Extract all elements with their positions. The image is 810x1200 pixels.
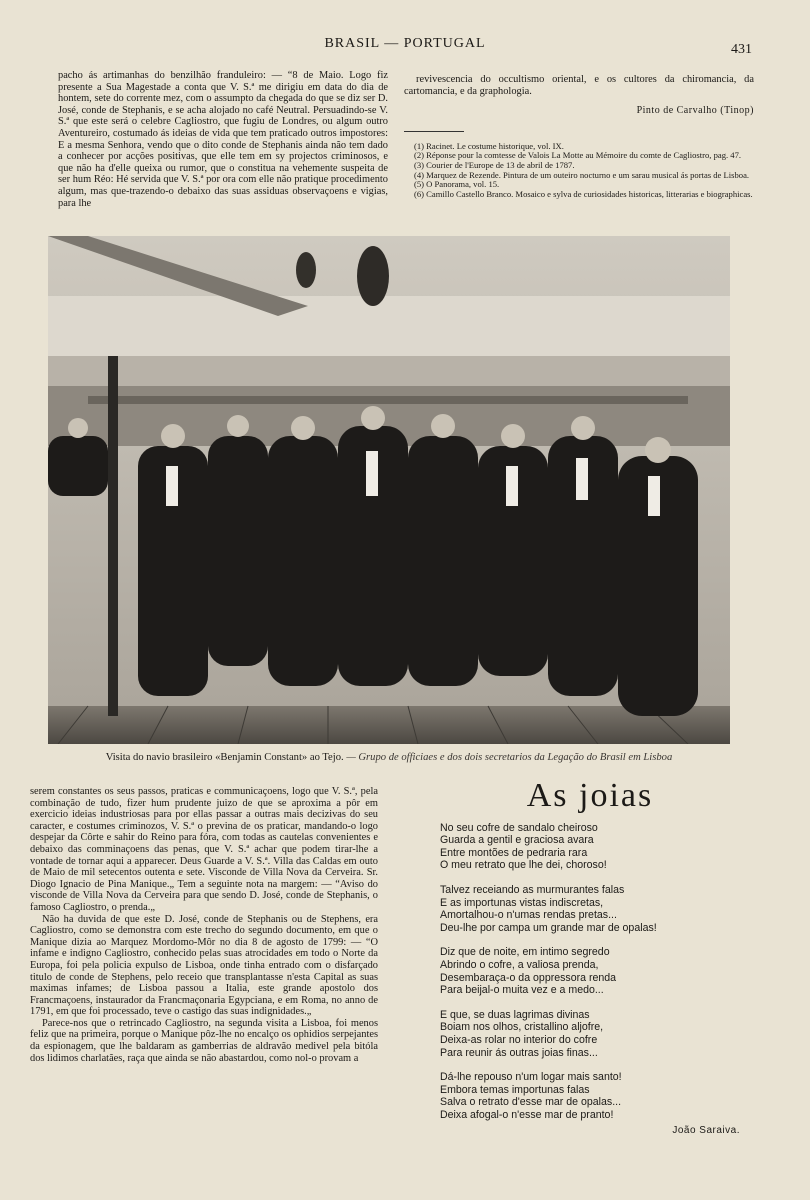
caption-title: Visita do navio brasileiro «Benjamin Constant» ao Tejo. [105, 752, 344, 763]
footnotes [404, 142, 754, 200]
article-paragraph: revivescencia do occultismo oriental, e os cultores da chiromancia, da cartomancia, e da graphologia. [404, 74, 754, 97]
footnote: (3) Courier de l'Europe de 13 de abril de 1787. [414, 159, 575, 170]
poem-stanza [440, 884, 740, 934]
poem-line: Desembaraça-o da oppressora renda [440, 971, 617, 984]
poem-stanza [440, 822, 740, 872]
article-paragraph: Parece-nos que o retrincado Cagliostro, na segunda visita a Lisboa, foi menos feliz que na primeira, porque o Manique pôz-lhe no encalço os ophidios serpejantes da espionagem, que lhe baldaram as gamberrias de aldravão medivel pela bitóla dos lidimos charlatães, raça que ainda se não abastardou, como nol-o provam a [30, 1017, 378, 1064]
poem-line: Diz que de noite, em intimo segredo [440, 946, 610, 959]
article-paragraph: pacho ás artimanhas do benzilhão franduleiro: — “8 de Maio. Logo fiz presente a Sua Magestade a conta que V. S.ª me dirigiu em data do dia de hontem, sete do corrente mez, com o assumpto da chegada do que se diz ser D. José, conde de Stephanis, e se acha alojado no café Neutral. Persuadindo-se V. S.ª que este será o celebre Cagliostro, que fugiu de Londres, ou algum outro Aventureiro, costumado ás ideias de vida que tem praticado outros impostores: E a mesma Senhora, vendo que o dito conde de Stephanis ainda não tem dado a conhecer por acções positivas, que elle tem em sy projectos criminosos, e que não ha d'elle queixa ou rumor, que o constitua na vehemente suspeita de ser hum Réo: Hé servida que V. S.ª por ora com elle não pratique procedimento algum, mas que-trazendo-o debaixo das suas assiduas observaçoens e vigias, para lhe [58, 70, 388, 209]
footnote: (1) Racinet. Le costume historique, vol. IX. [414, 140, 564, 151]
poem-line: Deixa afogal-o n'esse mar de pranto! [440, 1108, 614, 1121]
footnote: (6) Camillo Castello Branco. Mosaico e sylva de curiosidades historicas, litterarias e biographicas. [414, 188, 753, 199]
poem-line: Amortalhou-o n'umas rendas pretas... [440, 909, 617, 922]
article-paragraph: Não ha duvida de que este D. José, conde de Stephanis ou de Stephens, era Cagliostro, como se demonstra com este trecho do segundo documento, em que o Manique dizia ao Marquez Mordomo-Môr no dia 8 de agosto de 1799: — “O infame e indigno Cagliostro, conhecido pelas suas atrocidades em todo o Norte da Europa, foi pela policia expulso de Lisboa, onde tinha entrado com o disfarçado titulo de conde de Stephens, pelo receio que transplantasse n'esta Capital as suas maximas infames; de Lisboa passou a Italia, este grande apostolo dos Francmaçoens, instaurador da Francmaçonaria Egypciana, e em Roma, no anno de 1791, em que foi processado, teve o castigo das suas indignidades.„ [30, 913, 378, 1018]
poem-stanza [440, 946, 740, 996]
footnote: (5) O Panorama, vol. 15. [414, 179, 500, 190]
footnote: (2) Réponse pour la comtesse de Valois La Motte au Mémoire du comte de Cagliostro, pag. 47. [414, 150, 742, 161]
poem-line: Talvez receiando as murmurantes falas [440, 883, 625, 896]
article-column-top-right [404, 74, 754, 199]
poem-title: As joias [526, 777, 654, 814]
article-signature: Pinto de Carvalho (Tinop) [636, 105, 754, 117]
footnote: (4) Marquez de Rezende. Pintura de um outeiro nocturno e um sarau musical ás portas de Lisboa. [414, 169, 750, 180]
poem-line: Embora temas importunas falas [440, 1083, 590, 1096]
poem-line: Salva o retrato d'esse mar de opalas... [440, 1096, 622, 1109]
poem-line: Para reunir ás outras joias finas... [440, 1046, 598, 1059]
photo-caption [48, 752, 730, 763]
group-photograph [48, 236, 730, 744]
footnote-divider [404, 131, 464, 132]
article-column-bottom-left [30, 786, 378, 1064]
poem-line: Para beijal-o muita vez e a medo... [440, 984, 604, 997]
poem-line: Entre montões de pedraria rara [440, 846, 588, 859]
poem-line: Boiam nos olhos, cristallino aljofre, [440, 1021, 604, 1034]
poem-body [440, 822, 740, 1138]
poem-stanza [440, 1071, 740, 1121]
poem-line: E as importunas vistas indiscretas, [440, 896, 604, 909]
caption-description: — Grupo de officiaes e dos dois secretarios da Legação do Brasil em Lisboa [346, 752, 673, 763]
poem-stanza [440, 1009, 740, 1059]
poem-line: E que, se duas lagrimas divinas [440, 1008, 590, 1021]
poem-line: Deu-lhe por campa um grande mar de opalas! [440, 921, 657, 934]
page-number: 431 [731, 42, 752, 57]
poem-line: Guarda a gentil e graciosa avara [440, 834, 594, 847]
poem-column [440, 777, 740, 1138]
photo-illustration [48, 236, 730, 744]
poem-line: Abrindo o cofre, a valiosa prenda, [440, 958, 599, 971]
poem-line: Deixa-as rolar no interior do cofre [440, 1033, 598, 1046]
poem-author: João Saraiva. [672, 1125, 740, 1137]
article-paragraph: serem constantes os seus passos, praticas e communicaçoens, logo que V. S.ª, pela combinação de tudo, fizer hum prudente juizo de que se aproxima a pôr em exercicio ideias industriosas para por ellas passar a outras mais decizivas do seu caracter, e costumes criminozos, V. S.ª o previna de os praticar, mandando-o logo despejar da Côrte e sahir do Reino para fóra, com todas as cautelas convenientes e debaixo das comminaçoens das penas, que V. S.ª achar que podem tirar-lhe a vontade de tornar aqui a apparecer. Deus Guarde a V. S.ª. Villa das Caldas em outo de Maio de mil setecentos outenta e sete. Visconde de Villa Nova da Cerveira. Sr. Diogo Ignacio de Pina Manique.„ Tem a seguinte nota na margem: — “Aviso do visconde de Villa Nova da Cerveira para que sendo D. José, conde de Stephanis, o famoso Cagliostro, o prenda.„ [30, 786, 378, 913]
poem-line: O meu retrato que lhe dei, choroso! [440, 859, 607, 872]
running-head: BRASIL — PORTUGAL [324, 36, 486, 51]
poem-line: No seu cofre de sandalo cheiroso [440, 821, 598, 834]
article-column-top-left [58, 70, 388, 209]
poem-line: Dá-lhe repouso n'um logar mais santo! [440, 1071, 622, 1084]
